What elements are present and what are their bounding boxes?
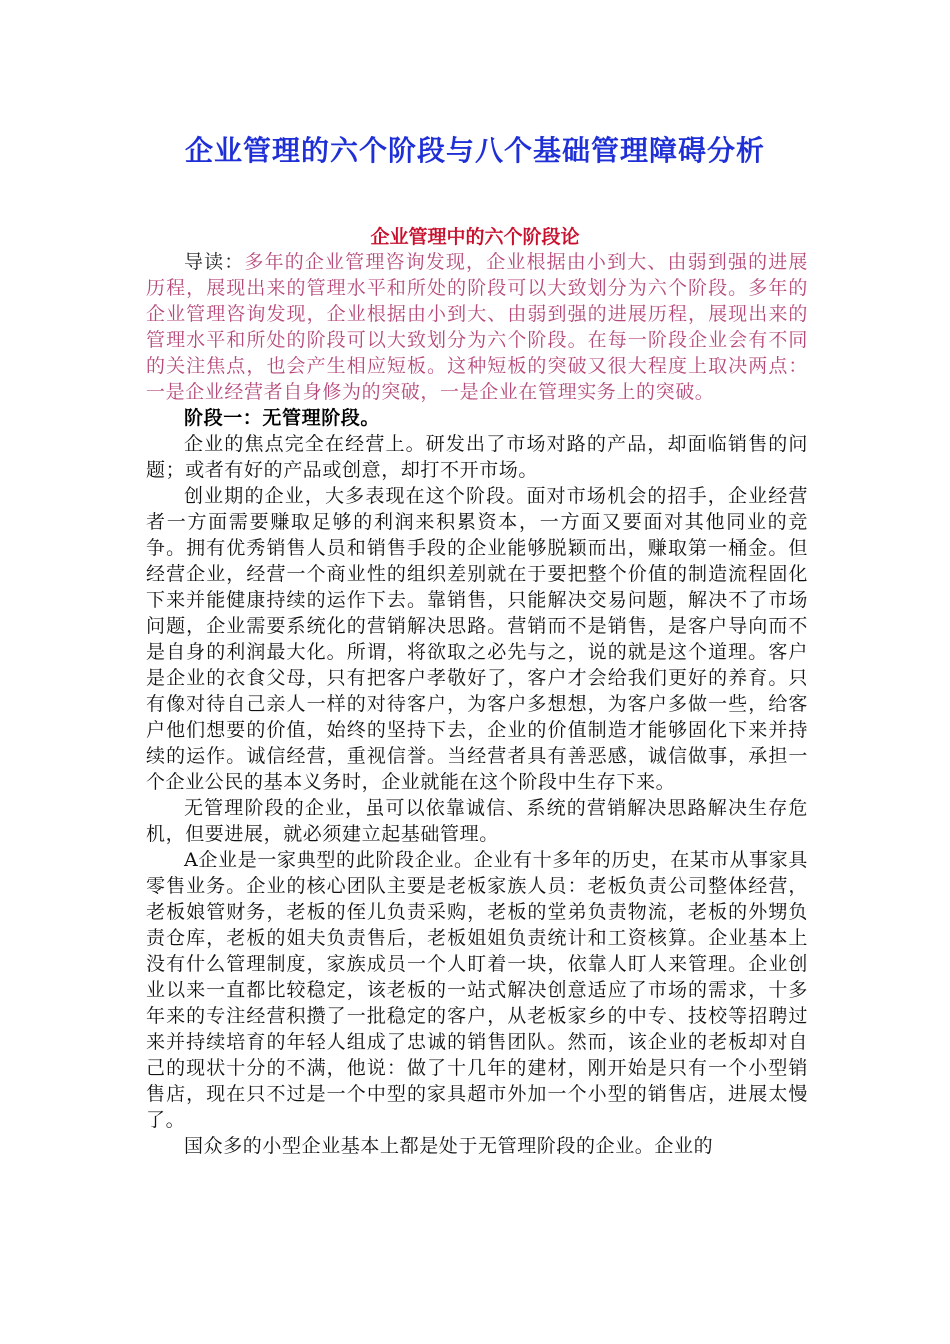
document-body	[146, 249, 808, 1159]
section-title: 企业管理中的六个阶段论	[370, 226, 580, 248]
body-paragraph: A企业是一家典型的此阶段企业。企业有十多年的历史，在某市从事家具零售业务。企业的核心团队主要是老板家族人员：老板负责公司整体经营，老板娘管财务，老板的侄儿负责采购，老板的堂弟负责物流，老板的外甥负责仓库，老板的姐夫负责售后，老板姐姐负责统计和工资核算。企业基本上没有什么管理制度，家族成员一个人盯着一块，依靠人盯人来管理。企业创业以来一直都比较稳定，该老板的一站式解决创意适应了市场的需求，十多年来的专注经营积攒了一批稳定的客户，从老板家乡的中专、技校等招聘过来并持续培育的年轻人组成了忠诚的销售团队。然而，该企业的老板却对自己的现状十分的不满，他说：做了十几年的建材，刚开始是只有一个小型销售店，现在只不过是一个中型的家具超市外加一个小型的销售店，进展太慢了。	[146, 849, 808, 1131]
document-title: 企业管理的六个阶段与八个基础管理障碍分析	[184, 134, 765, 167]
body-paragraph: 国众多的小型企业基本上都是处于无管理阶段的企业。企业的	[184, 1135, 714, 1157]
intro-text: 多年的企业管理咨询发现，企业根据由小到大、由弱到强的进展历程，展现出来的管理水平和所处的阶段可以大致划分为六个阶段。多年的企业管理咨询发现，企业根据由小到大、由弱到强的进展历程，展现出来的管理水平和所处的阶段可以大致划分为六个阶段。在每一阶段企业会有不同的关注焦点，也会产生相应短板。这种短板的突破又很大程度上取决两点：一是企业经营者自身修为的突破，一是企业在管理实务上的突破。	[146, 251, 808, 403]
body-paragraph: 企业的焦点完全在经营上。研发出了市场对路的产品，却面临销售的问题；或者有好的产品或创意，却打不开市场。	[146, 433, 808, 481]
body-paragraph: 创业期的企业，大多表现在这个阶段。面对市场机会的招手，企业经营者一方面需要赚取足够的利润来积累资本，一方面又要面对其他同业的竞争。拥有优秀销售人员和销售手段的企业能够脱颖而出，赚取第一桶金。但经营企业，经营一个商业性的组织差别就在于要把整个价值的制造流程固化下来并能健康持续的运作下去。靠销售，只能解决交易问题，解决不了市场问题，企业需要系统化的营销解决思路。营销而不是销售，是客户导向而不是自身的利润最大化。所谓，将欲取之必先与之，说的就是这个道理。客户是企业的衣食父母，只有把客户孝敬好了，客户才会给我们更好的养育。只有像对待自己亲人一样的对待客户，为客户多想想，为客户多做一些，给客户他们想要的价值，始终的坚持下去，企业的价值制造才能够固化下来并持续的运作。诚信经营，重视信誉。当经营者具有善恶感，诚信做事，承担一个企业公民的基本义务时，企业就能在这个阶段中生存下来。	[146, 485, 808, 793]
stage-one-heading: 阶段一：无管理阶段。	[184, 407, 381, 429]
intro-label: 导读：	[184, 251, 245, 273]
intro-paragraph	[146, 249, 808, 405]
body-paragraph: 无管理阶段的企业，虽可以依靠诚信、系统的营销解决思路解决生存危机，但要进展，就必须建立起基础管理。	[146, 797, 808, 845]
